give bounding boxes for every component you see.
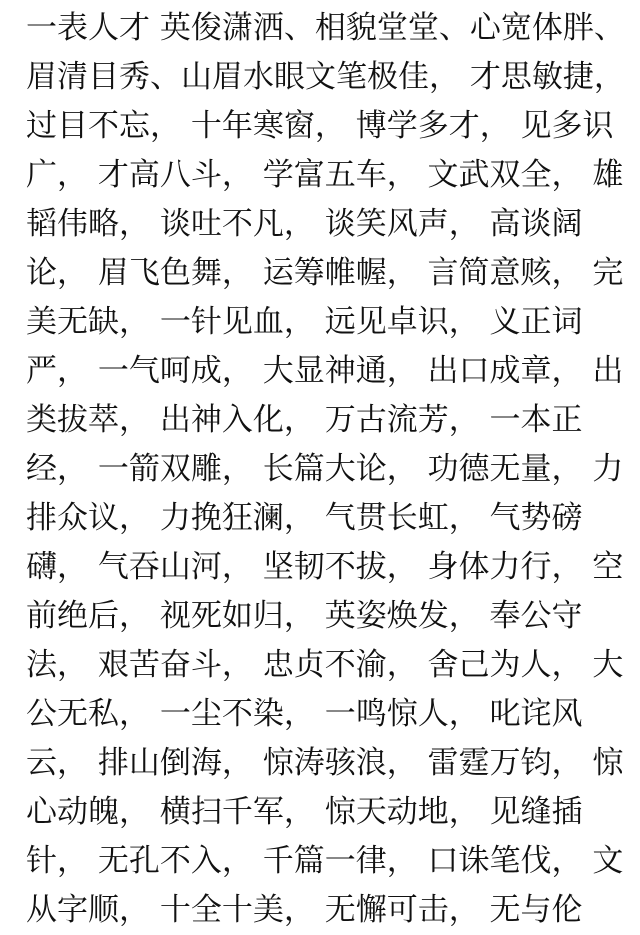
text-line: 从字顺， 十全十美， 无懈可击， 无与伦 [26, 892, 583, 928]
text-line: 严， 一气呵成， 大显神通， 出口成章， 出 [26, 353, 624, 389]
text-line: 前绝后， 视死如归， 英姿焕发， 奉公守 [26, 598, 583, 634]
text-line: 礴， 气吞山河， 坚韧不拔， 身体力行， 空 [26, 549, 624, 585]
text-line: 眉清目秀、山眉水眼文笔极佳， 才思敏捷， [26, 59, 625, 95]
text-line: 过目不忘， 十年寒窗， 博学多才， 见多识 [26, 108, 614, 144]
text-line: 排众议， 力挽狂澜， 气贯长虹， 气势磅 [26, 500, 583, 536]
text-line: 类拔萃， 出神入化， 万古流芳， 一本正 [26, 402, 583, 438]
text-line: 美无缺， 一针见血， 远见卓识， 义正词 [26, 304, 583, 340]
text-line: 云， 排山倒海， 惊涛骇浪， 雷霆万钧， 惊 [26, 745, 624, 781]
text-line: 公无私， 一尘不染， 一鸣惊人， 叱诧风 [26, 696, 583, 732]
text-line: 法， 艰苦奋斗， 忠贞不渝， 舍己为人， 大 [26, 647, 624, 683]
text-line: 韬伟略， 谈吐不凡， 谈笑风声， 高谈阔 [26, 206, 583, 242]
text-line: 一表人才 英俊潇洒、相貌堂堂、心宽体胖、 [26, 10, 625, 46]
text-line: 广， 才高八斗， 学富五车， 文武双全， 雄 [26, 157, 624, 193]
text-line: 经， 一箭双雕， 长篇大论， 功德无量， 力 [26, 451, 624, 487]
text-line: 心动魄， 横扫千军， 惊天动地， 见缝插 [26, 794, 583, 830]
text-line: 论， 眉飞色舞， 运筹帷幄， 言简意赅， 完 [26, 255, 624, 291]
text-line: 针， 无孔不入， 千篇一律， 口诛笔伐， 文 [26, 843, 624, 879]
